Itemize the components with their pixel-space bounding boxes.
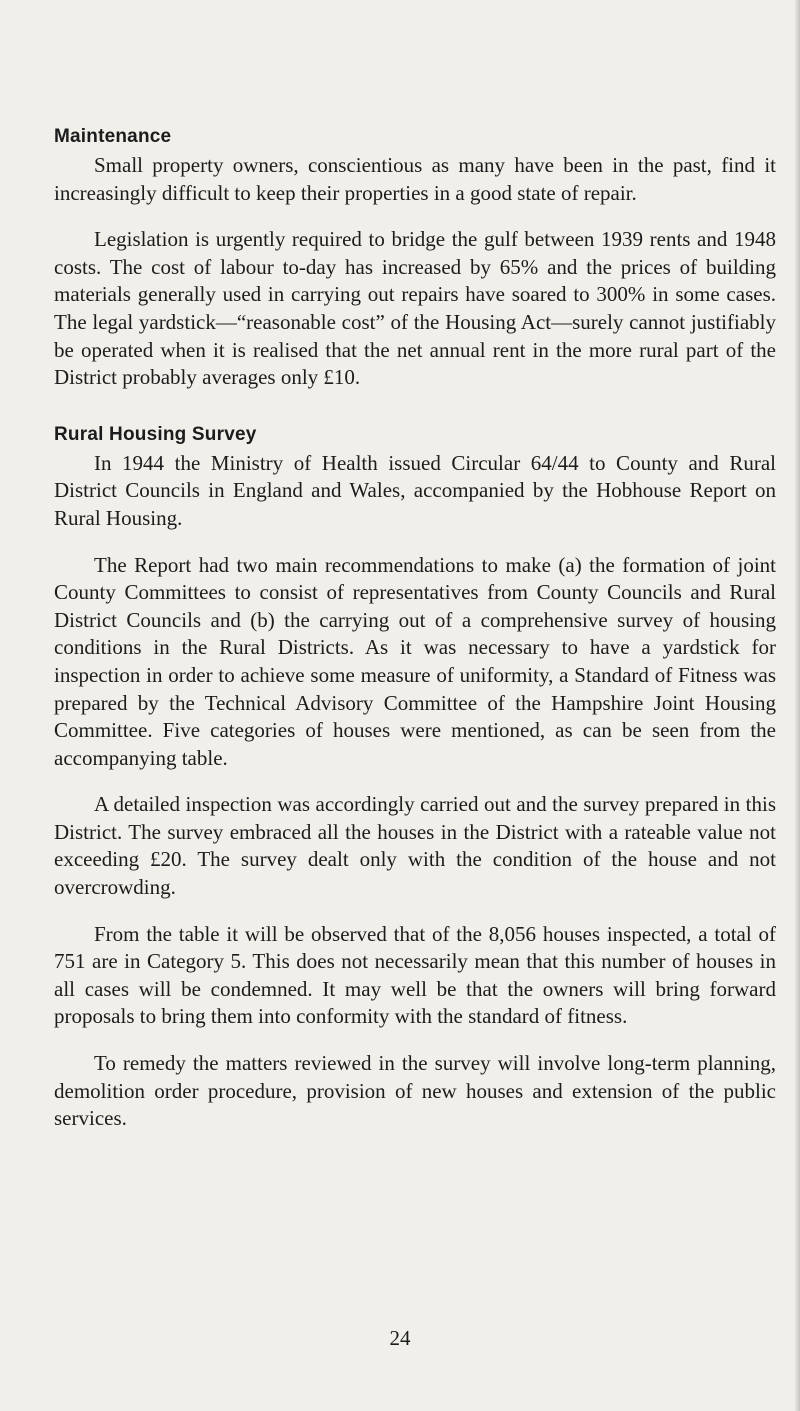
section-heading-rural-housing-survey: Rural Housing Survey bbox=[54, 423, 257, 445]
paragraph: Small property owners, conscientious as many have been in the past, find it increasingly difficult to keep their properties in a good state of repair. bbox=[54, 153, 776, 205]
paragraph: In 1944 the Ministry of Health issued Circular 64/44 to County and Rural District Councils in England and Wales, accompanied by the Hobhouse Report on Rural Housing. bbox=[54, 450, 776, 530]
page-edge-shadow bbox=[794, 0, 800, 1411]
paragraph: A detailed inspection was accordingly carried out and the survey prepared in this District. The survey embraced all the houses in the District with a rateable value not exceeding £20. The survey dealt only with the condition of the house and not overcrowding. bbox=[54, 792, 776, 900]
section-heading-maintenance: Maintenance bbox=[54, 126, 172, 147]
paragraph: Legislation is urgently required to bridge the gulf between 1939 rents and 1948 costs. The cost of labour to-day has increased by 65% and the prices of building materials generally used in carrying out repairs have soared to 300% in some cases. The legal yardstick—“reasonable cost” of the Housing Act—surely cannot justifiably be operated when it is realised that the net annual rent in the more rural part of the District probably averages only £10. bbox=[54, 227, 776, 390]
paragraph: To remedy the matters reviewed in the survey will involve long-term planning, demolition order procedure, provision of new houses and extension of the public services. bbox=[54, 1051, 776, 1131]
page-number: 24 bbox=[389, 1326, 411, 1350]
paragraph: The Report had two main recommendations to make (a) the formation of joint County Committees to consist of representatives from County Councils and Rural District Councils and (b) the carrying out of a comprehensive survey of housing conditions in the Rural Districts. As it was necessary to have a yardstick for inspection in order to achieve some measure of uniformity, a Standard of Fitness was prepared by the Technical Advisory Committee of the Hampshire Joint Housing Committee. Five categories of houses were mentioned, as can be seen from the accompanying table. bbox=[54, 552, 776, 770]
document-page bbox=[54, 126, 776, 1133]
paragraph: From the table it will be observed that of the 8,056 houses inspected, a total of 751 are in Category 5. This does not necessarily mean that this number of houses in all cases will be condemned. It may well be that the owners will bring forward proposals to bring them into conformity with the standard of fitness. bbox=[54, 921, 776, 1029]
